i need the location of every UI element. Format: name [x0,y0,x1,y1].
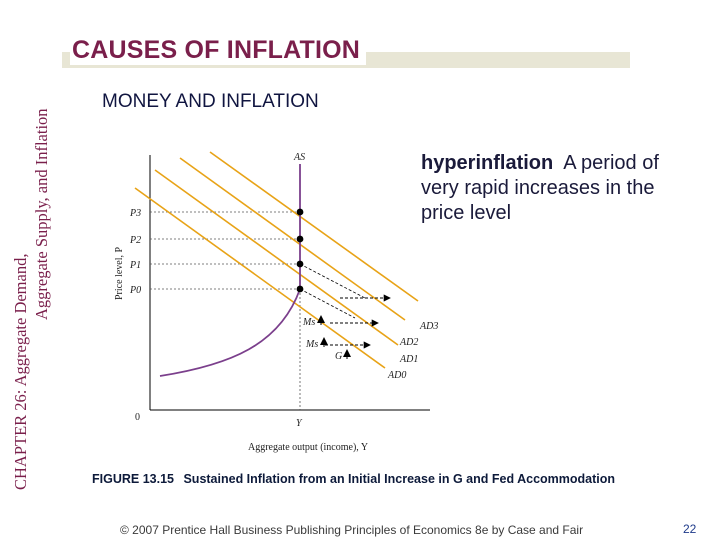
chapter-title-line2: Aggregate Supply, and Inflation [32,108,51,320]
price-label-p1: P1 [130,260,142,271]
shift-label-g: G [335,351,343,362]
price-label-p3: P3 [130,208,142,219]
ad1-label: AD1 [400,354,419,365]
ad2-curve [180,158,405,320]
chapter-title-line1: CHAPTER 26: Aggregate Demand, [11,253,30,490]
page-number: 22 [683,522,697,536]
equilibrium-dot-p2 [297,236,304,243]
ad1-curve [155,170,398,345]
figure-title: Sustained Inflation from an Initial Increase in G and Fed Accommodation [183,472,616,486]
section-heading: MONEY AND INFLATION [102,91,319,112]
as-curve [160,164,300,376]
as-label: AS [294,152,306,163]
ad2-label: AD2 [400,337,419,348]
shift-label-ms-top: Ms [303,317,316,328]
origin-label: 0 [135,412,140,423]
chapter-title [2,0,62,500]
ad0-label: AD0 [388,370,407,381]
slide-title: CAUSES OF INFLATION [70,36,366,65]
x-axis-label: Aggregate output (income), Y [248,442,369,453]
copyright-footer: © 2007 Prentice Hall Business Publishing Principles of Economics 8e by Case and Fair [120,523,584,537]
figure-number: FIGURE 13.15 [92,472,174,486]
graph-svg [100,140,439,460]
figure-caption [92,472,615,486]
price-label-p0: P0 [130,285,142,296]
definition-text: A period of very rapid increases in the price level [421,152,659,224]
definition-term: hyperinflation [421,152,554,174]
y-axis-label: Price level, P [114,246,125,300]
ad3-label: AD3 [420,321,439,332]
inflation-graph [100,140,439,465]
equilibrium-dot-p3 [297,209,304,216]
x-tick-y: Y [296,418,302,429]
definition-box [421,151,701,226]
shift-label-ms-low: Ms [306,339,319,350]
price-label-p2: P2 [130,235,142,246]
ad3-curve [210,152,418,301]
chapter-title-graphic [2,0,62,500]
